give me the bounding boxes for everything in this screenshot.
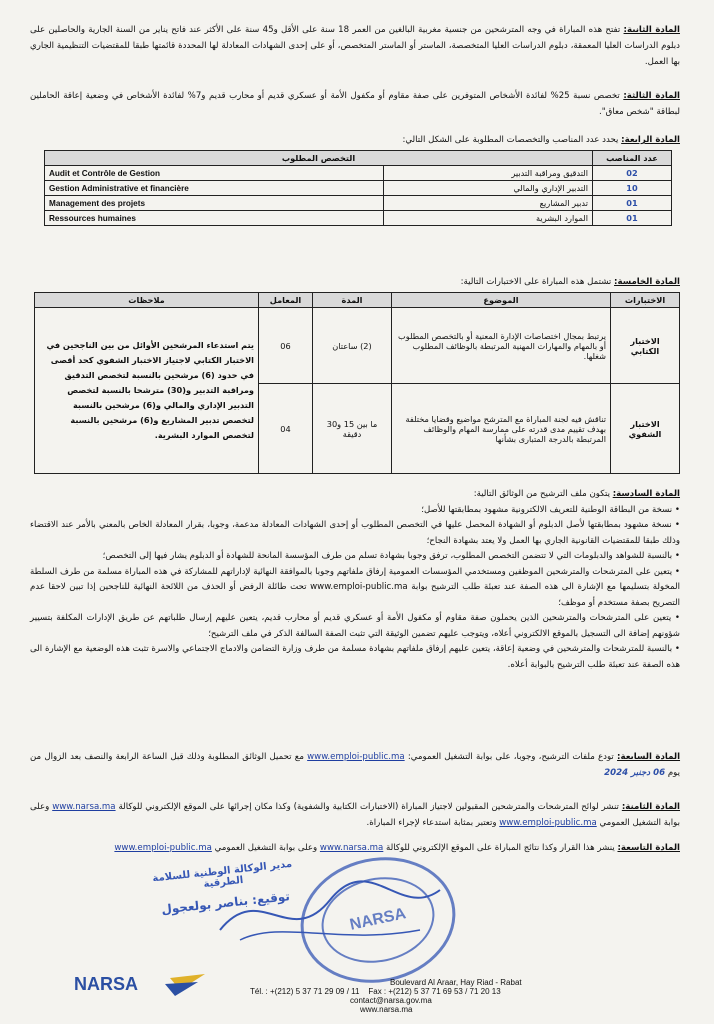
list-item: • يتعين على المترشحات والمترشحين الذين يحملون صفة مقاوم أو مكفول الأمة أو عسكري قديم أو محارب قديم، يتعين عليهم إرسال طلباتهم عن طريق الإدارات المكلفة بتسيير شؤونهم إضافة الى التسجيل بالموقع الالكتروني أعلاه، ويتوجب عليهم تضمين الوثيقة التي تثبت الصفة السالفة الذكر في ملف الترشيح؛ [30, 613, 680, 639]
footer-tel: Tél. : +(212) 5 37 71 29 09 / 11 [250, 987, 360, 996]
spec-ar-cell: التدقيق ومراقبة التدبير [384, 166, 593, 181]
col-spec-header: التخصص المطلوب [45, 151, 593, 166]
handwritten-date: 06 دجنبر 2024 [604, 768, 666, 778]
signature-name: توقيع: بناصر بولعجول [160, 889, 291, 917]
narsa-logo [70, 970, 210, 1010]
list-item: • بالنسبة للشواهد والدبلومات التي لا تتضمن التخصص المطلوب، ترفق وجوبا بشهادة تسلم من طرف المؤسسة المانحة للشهادة أو الدبلوم يشار فيها إلى التخصص؛ [102, 551, 680, 561]
signature-title: مدير الوكالة الوطنية للسلامة الطرقية [151, 858, 293, 891]
spec-ar-cell: الموارد البشرية [384, 211, 593, 226]
article-9-text1: ينشر هذا القرار وكذا نتائج المباراة على الموقع الإلكتروني للوكالة [386, 843, 615, 853]
article-2-text: تفتح هذه المباراة في وجه المترشحين من جنسية مغربية البالغين من العمر 18 سنة على الأقل و45 سنة على الأكثر عند فاتح يناير من السنة الجارية والحاصلين على دبلوم الدراسات العليا المعمقة، دبلوم الدراسات العليا المتخصصة، الماستر أو الماستر المتخصص، أو على إحدى الشهادات المعادلة لها المحددة قائمتها طبقا للمقتضيات التنظيمية الجاري بها العمل. [30, 25, 680, 67]
spec-fr-cell: Gestion Administrative et financière [45, 181, 384, 196]
article-8-text1: تنشر لوائح المترشحات والمترشحين المقبولين لاجتياز المباراة (الاختبارات الكتابية والشفوية) وكذا مكان إجرائها على الموقع الإلكتروني للوكالة [118, 802, 619, 812]
article-7 [30, 749, 680, 781]
notes-cell: يتم استدعاء المرشحين الأوائل من بين الناجحين في الاختبار الكتابي لاجتياز الاختبار الشفوي كحد أقصى في حدود (6) مرشحين بالنسبة لتخصص التدقيق ومراقبة التدبير و(30) مترشحا بالنسبة لتخصص التدبير الإداري والمالي و(6) مرشحين بالنسبة لتخصص تدبير المشاريع و(6) مرشحين بالنسبة لتخصص الموارد البشرية. [35, 308, 259, 474]
subject-cell: تناقش فيه لجنة المباراة مع المترشح مواضيع وقضايا مختلفة بهدف تقييم مدى قدرته على ممارسة المهام والوظائف المرتبطة بالدرجة المتبارى بشأنها [392, 384, 611, 474]
list-item: • يتعين على المترشحات والمترشحين الموظفين ومستخدمي المؤسسات العمومية إرفاق ملفاتهم وجوبا بالموافقة النهائية لإداراتهم للمشاركة في هذه المباراة مسلمة من طرف السلطة المخولة بتسليمها مع الإشارة الى هذه الصفة عند تعبئة طلب الترشيح بوابة www.emploi-public.ma تحت طائلة الرفض أو الحذف من اللائحة النهائية للناجحين إذا تبين لاحقا عدم التصريح بصفة مستخدم أو موظف؛ [30, 566, 680, 608]
footer-email[interactable]: contact@narsa.gov.ma [350, 996, 432, 1005]
article-7-text2: مع تحميل الوثائق المطلوبة وذلك قبل الساعة الرابعة والنصف بعد الزوال من يوم [30, 752, 680, 778]
article-6 [30, 487, 680, 673]
logo-text: NARSA [74, 974, 139, 994]
duration-cell: (2) ساعتان [313, 308, 392, 384]
tests-table [34, 292, 680, 474]
subject-cell: يرتبط بمجال اختصاصات الإدارة المعنية أو بالتخصص المطلوب أو بالمهام والمهارات المهنية المرتبطة بالوظائف المطلوب شغلها. [392, 308, 611, 384]
table-row [45, 181, 672, 196]
spec-fr-cell: Ressources humaines [45, 211, 384, 226]
coef-cell: 04 [259, 384, 313, 474]
count-cell: 10 [593, 181, 672, 196]
list-item: • نسخة من البطاقة الوطنية للتعريف الالكترونية مشهود بمطابقتها للأصل؛ [421, 504, 680, 515]
table-row [35, 308, 680, 384]
article-5-heading: المادة الخامسة: [614, 277, 680, 287]
article-9-text2: وعلى بوابة التشغيل العمومي [214, 843, 318, 853]
col-coef-header: المعامل [259, 293, 313, 308]
article-6-heading: المادة السادسة: [612, 489, 680, 499]
article-9 [30, 840, 680, 856]
col-duration-header: المدة [313, 293, 392, 308]
table-row [45, 211, 672, 226]
test-name-cell: الاختبار الشفوي [611, 384, 680, 474]
article-8-heading: المادة الثامنة: [621, 802, 681, 812]
test-name-cell: الاختبار الكتابي [611, 308, 680, 384]
footer-site[interactable]: www.narsa.ma [360, 1005, 413, 1014]
footer-contact [250, 978, 522, 1014]
emploi-public-link[interactable]: www.emploi-public.ma [307, 752, 405, 762]
emploi-public-link[interactable]: www.emploi-public.ma [499, 818, 597, 828]
coef-cell: 06 [259, 308, 313, 384]
narsa-link[interactable]: www.narsa.ma [319, 843, 384, 853]
col-tests-header: الاختبارات [611, 293, 680, 308]
list-item: • نسخة مشهود بمطابقتها لأصل الدبلوم أو الشهادة المحصل عليها في التخصص المطلوب أو إحدى الشهادات المعادلة مدعمة، وجوبا، بقرار المعادلة الخاص بالمعني بالأمر عند الاقتضاء وذلك طبقا للمقتضيات القانونية الجاري بها العمل ولا يعتد بشهادة النجاح؛ [30, 520, 680, 546]
col-count-header: عدد المناصب [593, 151, 672, 166]
spec-ar-cell: التدبير الإداري والمالي [384, 181, 593, 196]
footer-address: Boulevard Al Araar, Hay Riad - Rabat [390, 978, 522, 987]
article-7-heading: المادة السابعة: [617, 752, 681, 762]
article-3-text: تخصص نسبة 25% لفائدة الأشخاص المتوفرين على صفة مقاوم أو مكفول الأمة أو عسكري قديم أو محارب قديم و7% لفائدة الأشخاص في وضعية إعاقة الحاملين لبطاقة "شخص معاق". [30, 91, 680, 117]
article-8-text2: وعلى بوابة التشغيل العمومي [30, 802, 680, 828]
narsa-link[interactable]: www.narsa.ma [52, 802, 116, 812]
article-6-text: يتكون ملف الترشيح من الوثائق التالية: [473, 489, 610, 499]
article-8-text3: وتعتبر بمثابة استدعاء لإجراء المباراة. [366, 818, 497, 828]
article-9-heading: المادة التاسعة: [617, 843, 680, 853]
article-4-text: يحدد عدد المناصب والتخصصات المطلوبة على الشكل التالي: [402, 135, 619, 145]
article-2-heading: المادة الثانية: [623, 25, 680, 35]
spec-ar-cell: تدبير المشاريع [384, 196, 593, 211]
table-row [45, 166, 672, 181]
positions-table [44, 150, 672, 226]
article-3-heading: المادة الثالثة: [623, 91, 680, 101]
article-5 [30, 274, 680, 290]
duration-cell: ما بين 15 و30 دقيقة [313, 384, 392, 474]
article-3 [30, 88, 680, 120]
count-cell: 01 [593, 196, 672, 211]
article-7-text1: تودع ملفات الترشيح، وجوبا، على بوابة التشغيل العمومي: [407, 752, 614, 762]
count-cell: 02 [593, 166, 672, 181]
article-2 [30, 22, 680, 70]
emploi-public-link[interactable]: www.emploi-public.ma [114, 843, 212, 853]
article-5-text: تشتمل هذه المباراة على الاختبارات التالية: [460, 277, 612, 287]
list-item: • بالنسبة للمترشحات والمترشحين في وضعية إعاقة، يتعين عليهم إرفاق ملفاتهم بشهادة مسلمة من طرف وزارة التضامن والادماج الاجتماعي والاسرة تثبت هذه الوضعية مع الإشارة الى هذه الصفة عند تعبئة طلب الترشيح بالبوابة أعلاه. [30, 644, 680, 670]
col-notes-header: ملاحظات [35, 293, 259, 308]
spec-fr-cell: Management des projets [45, 196, 384, 211]
spec-fr-cell: Audit et Contrôle de Gestion [45, 166, 384, 181]
article-8 [30, 799, 680, 831]
stamp-text: NARSA [314, 867, 443, 973]
article-4 [30, 132, 680, 148]
col-subject-header: الموضوع [392, 293, 611, 308]
table-row [45, 196, 672, 211]
count-cell: 01 [593, 211, 672, 226]
article-4-heading: المادة الرابعة: [621, 135, 680, 145]
footer-fax: Fax : +(212) 5 37 71 69 53 / 71 20 13 [368, 987, 501, 996]
